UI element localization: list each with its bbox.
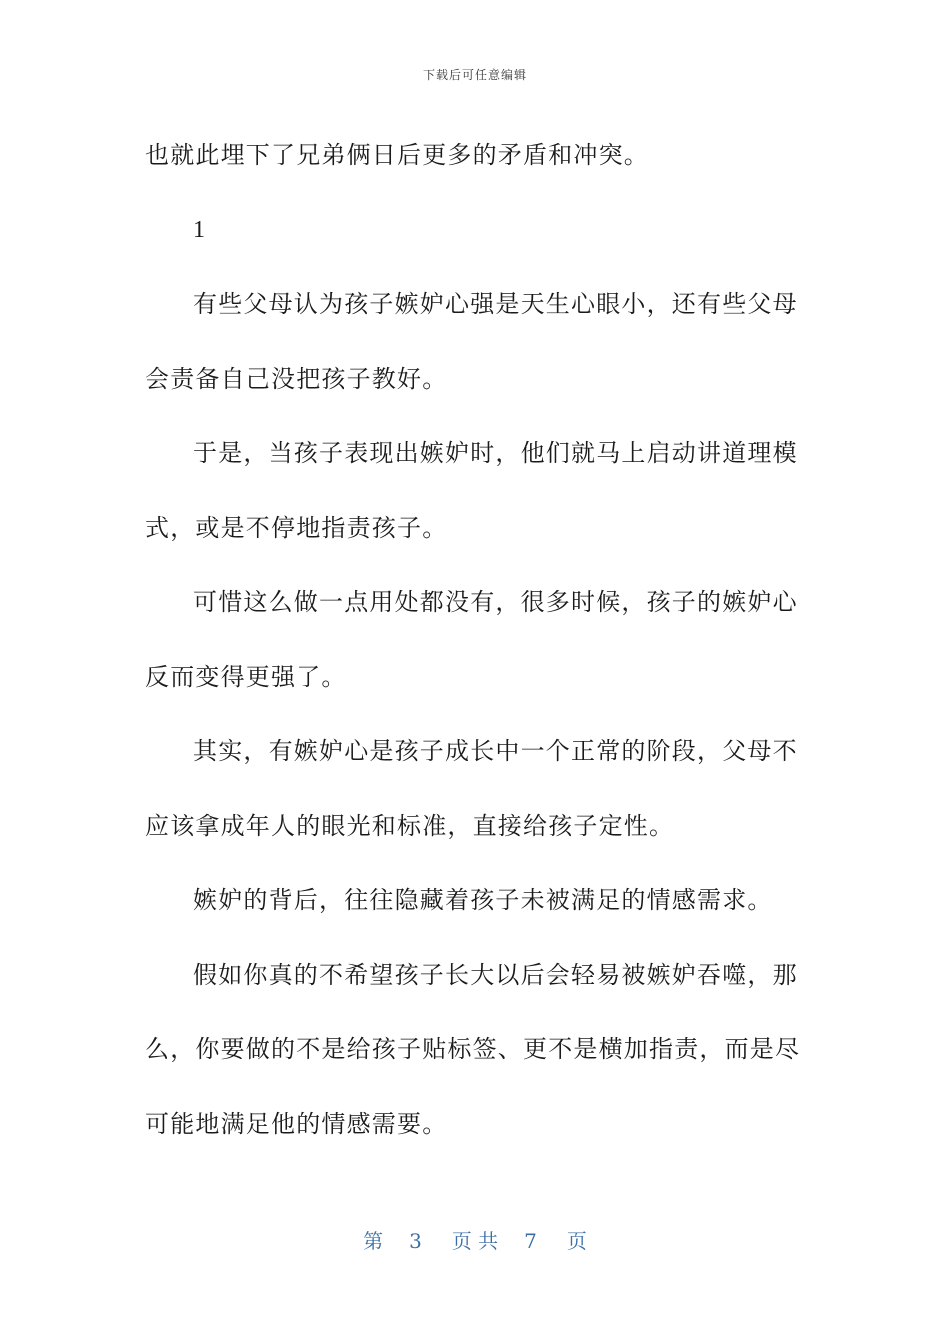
section-number: 1: [193, 216, 207, 243]
page-footer: [0, 1225, 950, 1254]
total-pages-number: 7: [524, 1229, 537, 1253]
paragraph: 于是，当孩子表现出嫉妒时，他们就马上启动讲道理模式，或是不停地指责孩子。: [145, 439, 798, 542]
document-body: [145, 118, 815, 1161]
footer-middle: 页 共: [451, 1229, 499, 1253]
paragraph: 有些父母认为孩子嫉妒心强是天生心眼小，还有些父母会责备自己没把孩子教好。: [145, 290, 798, 393]
footer-prefix: 第: [363, 1229, 384, 1253]
paragraph: 假如你真的不希望孩子长大以后会轻易被嫉妒吞噬，那么，你要做的不是给孩子贴标签、更不是横加指责，而是尽可能地满足他的情感需要。: [145, 960, 801, 1138]
paragraph: 其实，有嫉妒心是孩子成长中一个正常的阶段，父母不应该拿成年人的眼光和标准，直接给孩子定性。: [145, 737, 798, 840]
paragraph: 嫉妒的背后，往往隐藏着孩子未被满足的情感需求。: [193, 886, 773, 914]
header-note: 下载后可任意编辑: [422, 68, 527, 82]
current-page-number: 3: [409, 1229, 422, 1253]
paragraph-continuation: 也就此埋下了兄弟俩日后更多的矛盾和冲突。: [145, 141, 649, 169]
footer-suffix: 页: [566, 1229, 587, 1253]
paragraph: 可惜这么做一点用处都没有，很多时候，孩子的嫉妒心反而变得更强了。: [145, 588, 798, 691]
